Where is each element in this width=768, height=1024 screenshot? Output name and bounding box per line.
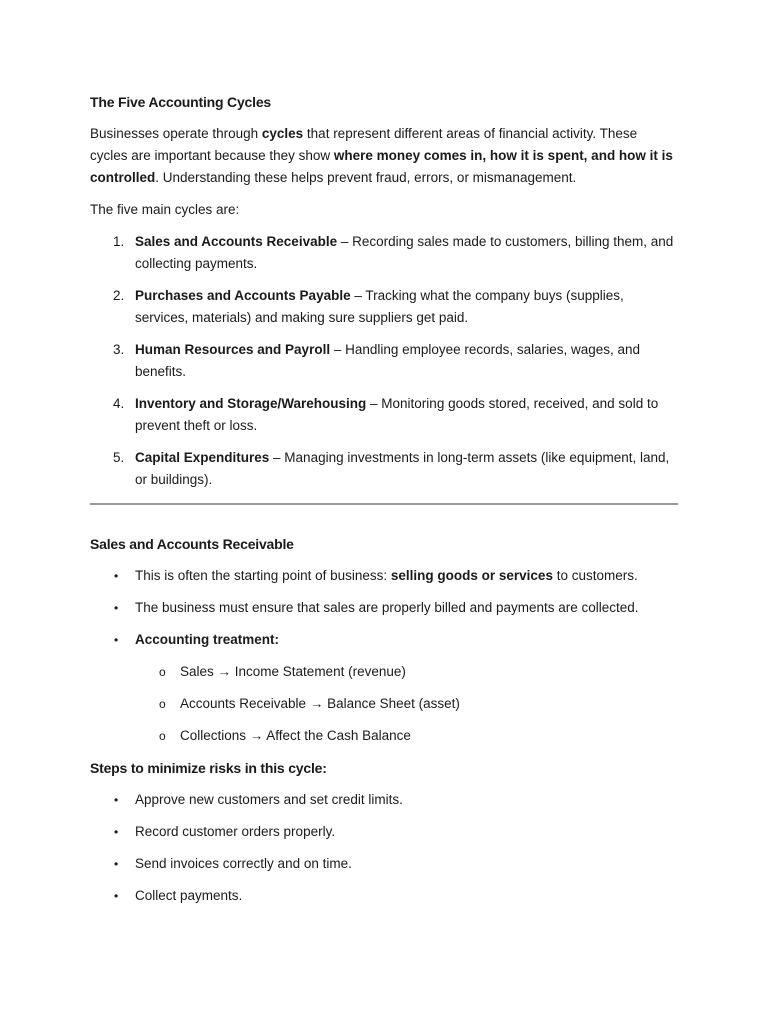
- document-page: [90, 91, 678, 917]
- bullet-icon: •: [114, 569, 119, 583]
- list-item: [90, 565, 678, 587]
- cycle-description: – Managing investments in long-term assets (like equipment, land, or buildings).: [135, 450, 670, 487]
- bullet-icon: •: [114, 825, 119, 839]
- cycles-lead: The five main cycles are:: [90, 202, 240, 217]
- cycle-name: Purchases and Accounts Payable: [135, 288, 351, 303]
- sales-bullets: [90, 565, 678, 747]
- step-text: Record customer orders properly.: [135, 824, 336, 839]
- list-item: [90, 629, 678, 747]
- accounting-treatment-label: Accounting treatment:: [135, 632, 280, 647]
- cycle-description: – Tracking what the company buys (supplies, services, materials) and making sure suppliers get paid.: [135, 288, 624, 325]
- steps-heading: Steps to minimize risks in this cycle:: [90, 760, 327, 776]
- list-item: [90, 231, 678, 275]
- item-number: 1.: [113, 234, 125, 249]
- list-item: [90, 821, 678, 843]
- item-number: 2.: [113, 288, 125, 303]
- intro-paragraph: [90, 123, 678, 189]
- intro-bold-cycles: cycles: [261, 126, 304, 141]
- bullet-icon: •: [114, 793, 119, 807]
- cycle-description: – Handling employee records, salaries, wages, and benefits.: [135, 342, 640, 379]
- step-text: Collect payments.: [135, 888, 243, 903]
- list-item: [90, 447, 678, 491]
- bullet-bold: selling goods or services: [390, 568, 553, 583]
- list-item: [90, 339, 678, 383]
- bullet-text: The business must ensure that sales are properly billed and payments are collected.: [135, 600, 639, 615]
- list-item: [90, 885, 678, 907]
- item-number: 5.: [113, 450, 125, 465]
- sub-item-text: Sales → Income Statement (revenue): [180, 664, 406, 679]
- intro-text: . Understanding these helps prevent fraud, errors, or mismanagement.: [155, 170, 577, 185]
- cycle-name: Capital Expenditures: [135, 450, 270, 465]
- treatment-sublist: [135, 661, 678, 747]
- item-number: 4.: [113, 396, 125, 411]
- circle-bullet-icon: o: [159, 729, 166, 743]
- section-heading: Sales and Accounts Receivable: [90, 536, 294, 552]
- intro-text: Businesses operate through: [90, 126, 262, 141]
- circle-bullet-icon: o: [159, 665, 166, 679]
- step-text: Send invoices correctly and on time.: [135, 856, 352, 871]
- bullet-icon: •: [114, 857, 119, 871]
- intro-bold-money: where money comes in, how it is spent, and how it is controlled: [90, 148, 673, 185]
- sub-list-item: [135, 725, 678, 747]
- bullet-text: to customers.: [552, 568, 638, 583]
- list-item: [90, 789, 678, 811]
- sub-list-item: [135, 693, 678, 715]
- bullet-text: This is often the starting point of business:: [135, 568, 391, 583]
- circle-bullet-icon: o: [159, 697, 166, 711]
- list-item: [90, 285, 678, 329]
- cycle-name: Human Resources and Payroll: [135, 342, 331, 357]
- cycle-name: Sales and Accounts Receivable: [135, 234, 338, 249]
- sub-item-text: Accounts Receivable → Balance Sheet (asset): [180, 696, 460, 711]
- page-title: The Five Accounting Cycles: [90, 94, 271, 110]
- sub-item-text: Collections → Affect the Cash Balance: [180, 728, 411, 743]
- sub-list-item: [135, 661, 678, 683]
- list-item: [90, 853, 678, 875]
- bullet-icon: •: [114, 633, 119, 647]
- list-item: [90, 393, 678, 437]
- bullet-icon: •: [114, 889, 119, 903]
- step-text: Approve new customers and set credit limits.: [135, 792, 403, 807]
- intro-text: that represent different areas of financial activity. These cycles are important because they show: [90, 126, 638, 163]
- item-number: 3.: [113, 342, 125, 357]
- steps-list: [90, 789, 678, 907]
- cycle-name: Inventory and Storage/Warehousing: [135, 396, 367, 411]
- cycle-description: – Monitoring goods stored, received, and sold to prevent theft or loss.: [135, 396, 659, 433]
- bullet-icon: •: [114, 601, 119, 615]
- list-item: [90, 597, 678, 619]
- cycles-list: [90, 231, 678, 491]
- horizontal-divider: [90, 503, 678, 505]
- cycle-description: – Recording sales made to customers, billing them, and collecting payments.: [135, 234, 674, 271]
